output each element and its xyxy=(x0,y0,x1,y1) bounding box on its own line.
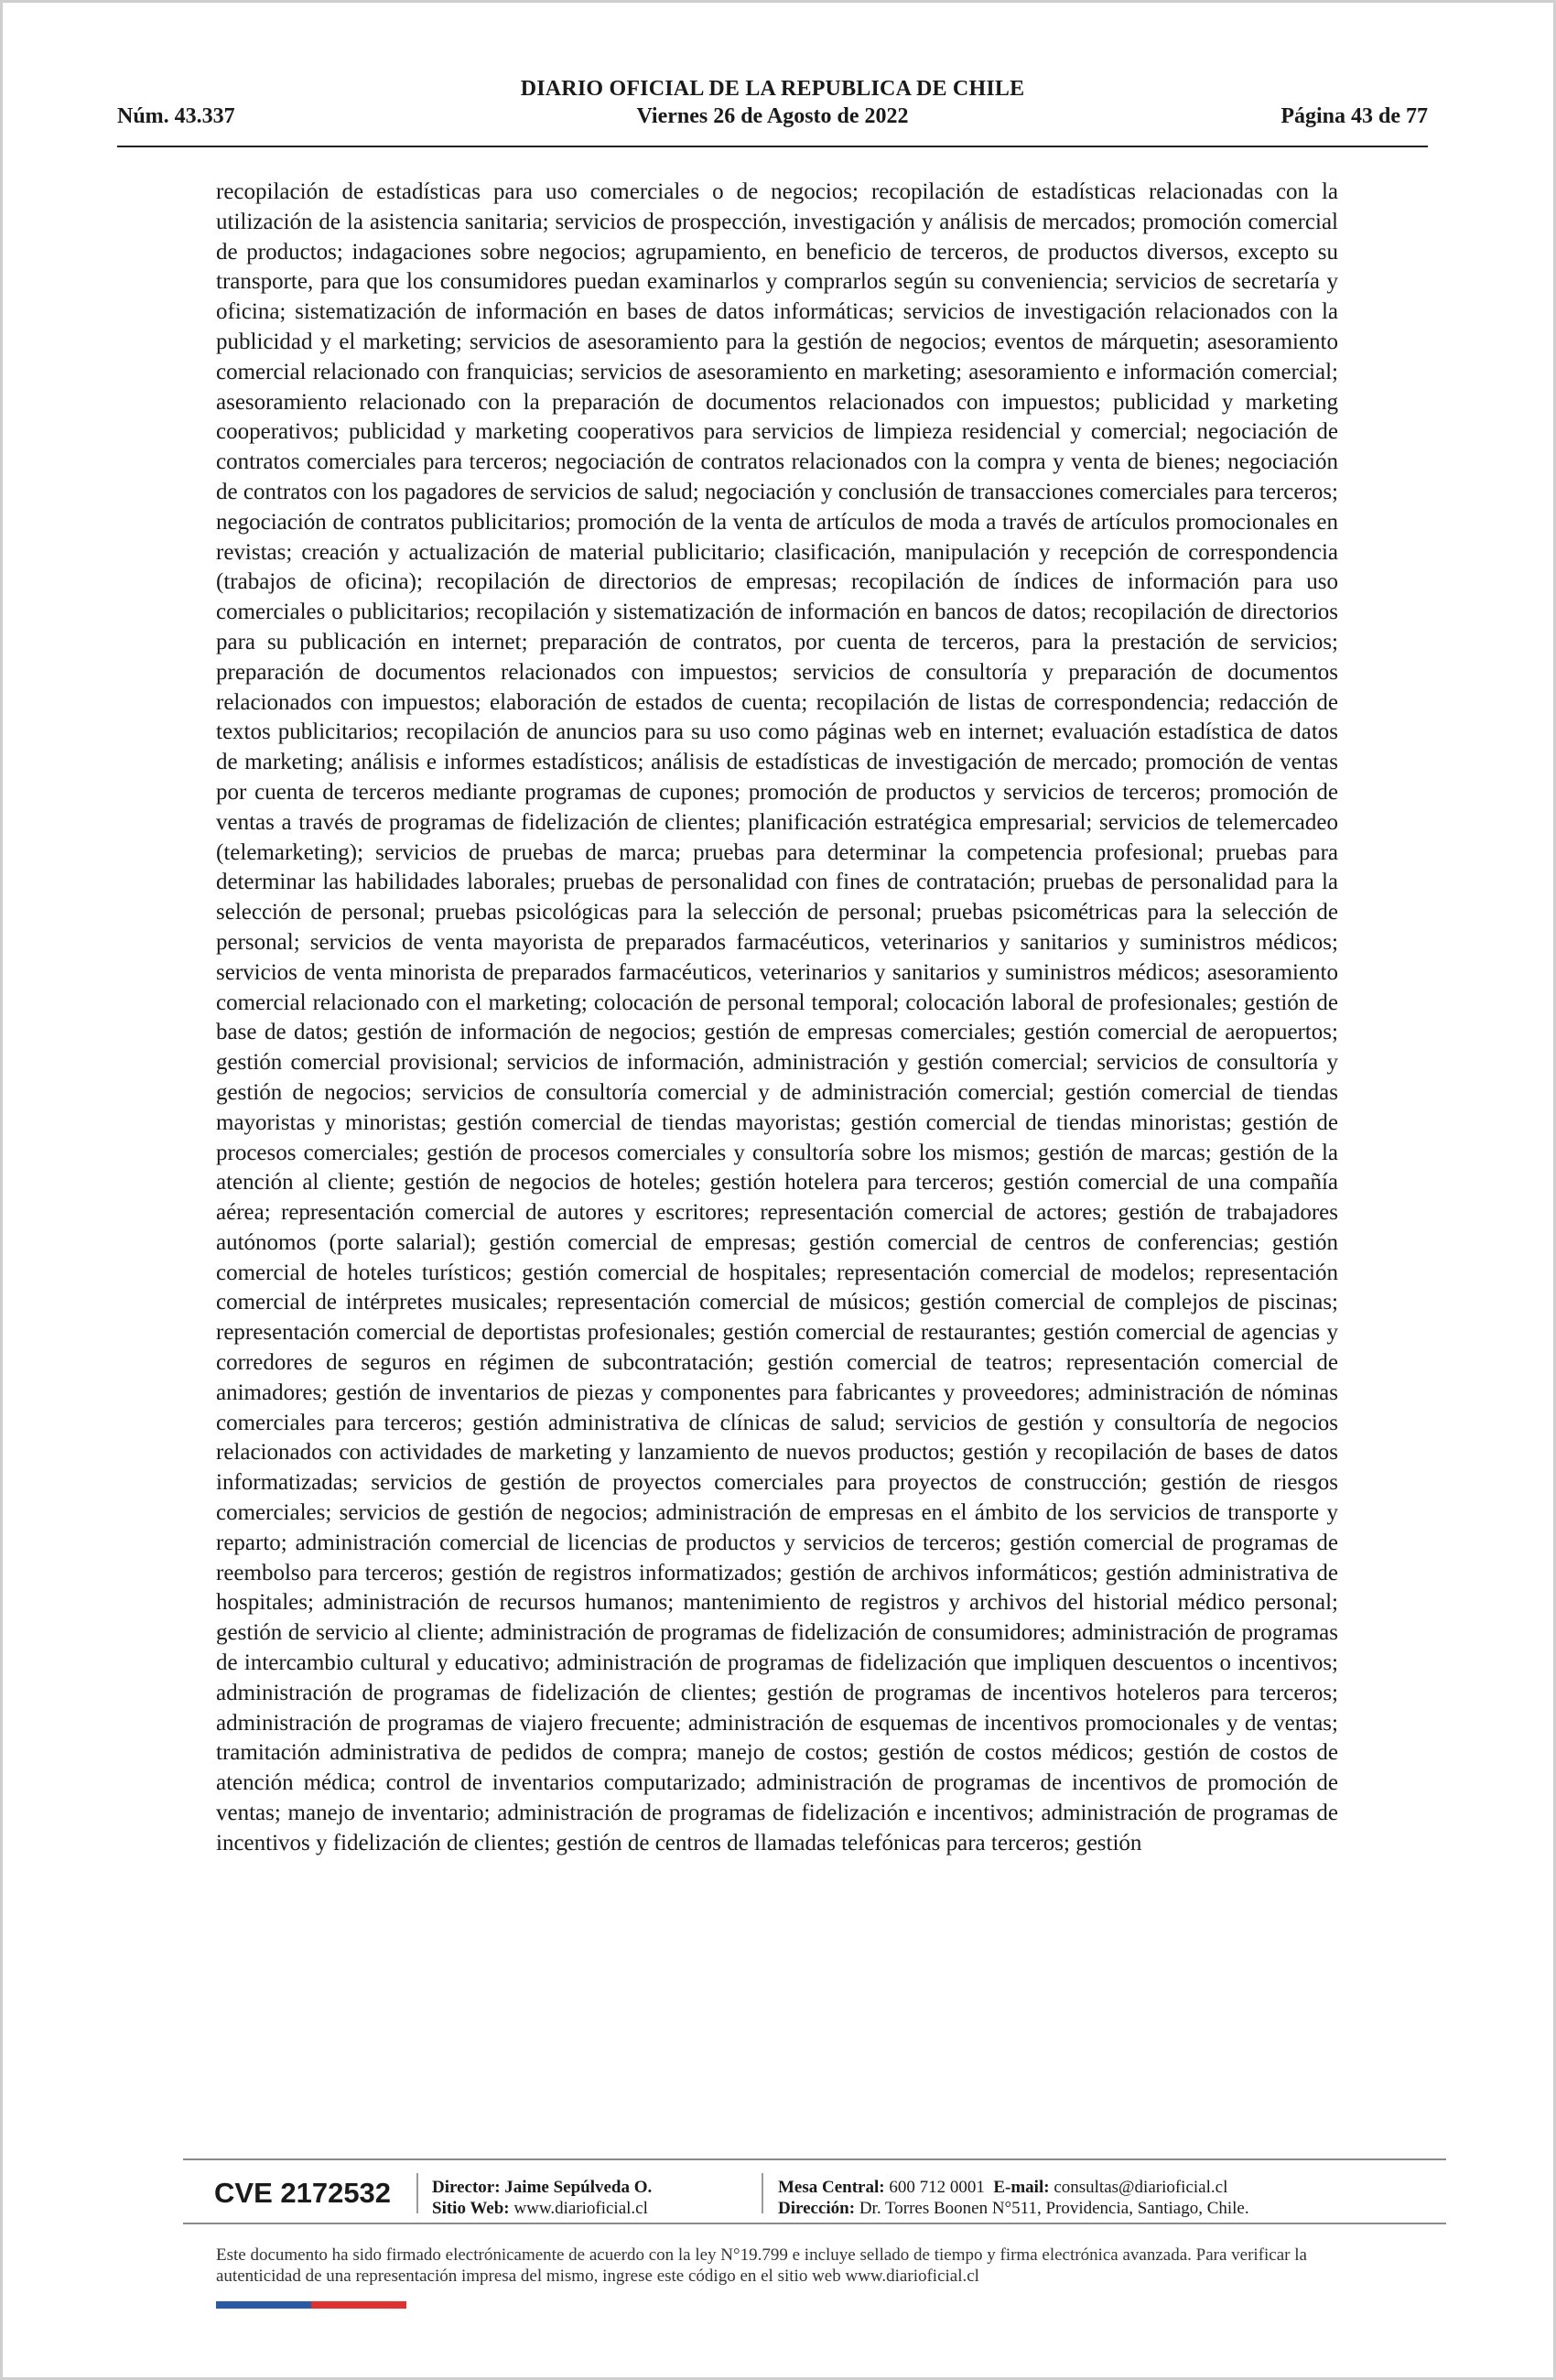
phone-number: 600 712 0001 xyxy=(889,2178,985,2197)
footer-separator xyxy=(762,2173,763,2213)
legal-notice: Este documento ha sido firmado electrónicamente de acuerdo con la ley N°19.799 e incluye sellado de tiempo y firma electrónica avanzada. Para verificar la autenticidad de una representación impresa del mismo, ingrese este código en el sitio web www.diarioficial.cl xyxy=(216,2245,1307,2286)
address-value: Dr. Torres Boonen N°511, Providencia, Santiago, Chile. xyxy=(859,2199,1249,2218)
website-label: Sitio Web: xyxy=(432,2199,510,2218)
body-paragraph: recopilación de estadísticas para uso comerciales o de negocios; recopilación de estadísticas relacionadas con la utilización de la asistencia sanitaria; servicios de prospección, investigación y análisis de mercados; promoción comercial de productos; indagaciones sobre negocios; agrupamiento, en beneficio de terceros, de productos diversos, excepto su transporte, para que los consumidores puedan examinarlos y comprarlos según su conveniencia; servicios de secretaría y oficina; sistematización de información en bases de datos informáticas; servicios de investigación relacionados con la publicidad y el marketing; servicios de asesoramiento para la gestión de negocios; eventos de márquetin; asesoramiento comercial relacionado con franquicias; servicios de asesoramiento en marketing; asesoramiento e información comercial; asesoramiento relacionado con la preparación de documentos relacionados con impuestos; publicidad y marketing cooperativos; publicidad y marketing cooperativos para servicios de limpieza residencial y comercial; negociación de contratos comerciales para terceros; negociación de contratos relacionados con la compra y venta de bienes; negociación de contratos con los pagadores de servicios de salud; negociación y conclusión de transacciones comerciales para terceros; negociación de contratos publicitarios; promoción de la venta de artículos de moda a través de artículos promocionales en revistas; creación y actualización de material publicitario; clasificación, manipulación y recepción de correspondencia (trabajos de oficina); recopilación de directorios de empresas; recopilación de índices de información para uso comerciales o publicitarios; recopilación y sistematización de información en bancos de datos; recopilación de directorios para su publicación en internet; preparación de contratos, por cuenta de terceros, para la prestación de servicios; preparación de documentos relacionados con impuestos; servicios de consultoría y preparación de documentos relacionados con impuestos; elaboración de estados de cuenta; recopilación de listas de correspondencia; redacción de textos publicitarios; recopilación de anuncios para su uso como páginas web en internet; evaluación estadística de datos de marketing; análisis e informes estadísticos; análisis de estadísticas de investigación de mercado; promoción de ventas por cuenta de terceros mediante programas de cupones; promoción de productos y servicios de terceros; promoción de ventas a través de programas de fidelización de clientes; planificación estratégica empresarial; servicios de telemercadeo (telemarketing); servicios de pruebas de marca; pruebas para determinar la competencia profesional; pruebas para determinar las habilidades laborales; pruebas de personalidad con fines de contratación; pruebas de personalidad para la selección de personal; pruebas psicológicas para la selección de personal; pruebas psicométricas para la selección de personal; servicios de venta mayorista de preparados farmacéuticos, veterinarios y sanitarios y suministros médicos; servicios de venta minorista de preparados farmacéuticos, veterinarios y sanitarios y suministros médicos; asesoramiento comercial relacionado con el marketing; colocación de personal temporal; colocación laboral de profesionales; gestión de base de datos; gestión de información de negocios; gestión de empresas comerciales; gestión comercial de aeropuertos; gestión comercial provisional; servicios de información, administración y gestión comercial; servicios de consultoría y gestión de negocios; servicios de consultoría comercial y de administración comercial; gestión comercial de tiendas mayoristas y minoristas; gestión comercial de tiendas mayoristas; gestión comercial de tiendas minoristas; gestión de procesos comerciales; gestión de procesos comerciales y consultoría sobre los mismos; gestión de marcas; gestión de la atención al cliente; gestión de negocios de hoteles; gestión hotelera para terceros; gestión comercial de una compañía aérea; representación comercial de autores y escritores; representación comercial de actores; gestión de trabajadores autónomos (porte salarial); gestión comercial de empresas; gestión comercial de centros de conferencias; gestión comercial de hoteles turísticos; gestión comercial de hospitales; representación comercial de modelos; representación comercial de intérpretes musicales; representación comercial de músicos; gestión comercial de complejos de piscinas; representación comercial de deportistas profesionales; gestión comercial de restaurantes; gestión comercial de agencias y corredores de seguros en régimen de subcontratación; gestión comercial de teatros; representación comercial de animadores; gestión de inventarios de piezas y componentes para fabricantes y proveedores; administración de nóminas comerciales para terceros; gestión administrativa de clínicas de salud; servicios de gestión y consultoría de negocios relacionados con actividades de marketing y lanzamiento de nuevos productos; gestión y recopilación de bases de datos informatizadas; servicios de gestión de proyectos comerciales para proyectos de construcción; gestión de riesgos comerciales; servicios de gestión de negocios; administración de empresas en el ámbito de los servicios de transporte y reparto; administración comercial de licencias de productos y servicios de terceros; gestión comercial de programas de reembolso para terceros; gestión de registros informatizados; gestión de archivos informáticos; gestión administrativa de hospitales; administración de recursos humanos; mantenimiento de registros y archivos del historial médico personal; gestión de servicio al cliente; administración de programas de fidelización de consumidores; administración de programas de intercambio cultural y educativo; administración de programas de fidelización que impliquen descuentos o incentivos; administración de programas de fidelización de clientes; gestión de programas de incentivos hoteleros para terceros; administración de programas de viajero frecuente; administración de esquemas de incentivos promocionales y de ventas; tramitación administrativa de pedidos de compra; manejo de costos; gestión de costos médicos; gestión de costos de atención médica; control de inventarios computarizado; administración de programas de incentivos de promoción de ventas; manejo de inventario; administración de programas de fidelización e incentivos; administración de programas de incentivos y fidelización de clientes; gestión de centros de llamadas telefónicas para terceros; gestión xyxy=(216,179,1338,1855)
phone-label: Mesa Central: xyxy=(778,2178,885,2197)
flag-blue-segment xyxy=(216,2301,311,2309)
footer-top-divider xyxy=(183,2158,1446,2160)
cve-code: CVE 2172532 xyxy=(214,2177,392,2209)
website-link[interactable]: www.diarioficial.cl xyxy=(513,2199,648,2218)
footer-contact-info xyxy=(778,2177,1249,2219)
email-label: E-mail: xyxy=(993,2178,1050,2197)
footer-director-info xyxy=(432,2177,652,2219)
issue-number: Núm. 43.337 xyxy=(117,104,235,128)
director-name: Jaime Sepúlveda O. xyxy=(504,2178,653,2197)
issue-date: Viernes 26 de Agosto de 2022 xyxy=(636,104,909,128)
page-number: Página 43 de 77 xyxy=(1280,104,1428,128)
flag-stripe xyxy=(216,2301,406,2309)
director-label: Director: xyxy=(432,2178,501,2197)
footer-bottom-divider xyxy=(183,2223,1446,2224)
address-label: Dirección: xyxy=(778,2199,856,2218)
footer-separator xyxy=(416,2173,418,2213)
page-header xyxy=(117,77,1428,146)
header-divider xyxy=(117,146,1428,147)
flag-red-segment xyxy=(311,2301,406,2309)
email-link[interactable]: consultas@diarioficial.cl xyxy=(1054,2178,1228,2197)
publication-title: DIARIO OFICIAL DE LA REPUBLICA DE CHILE xyxy=(520,77,1025,101)
